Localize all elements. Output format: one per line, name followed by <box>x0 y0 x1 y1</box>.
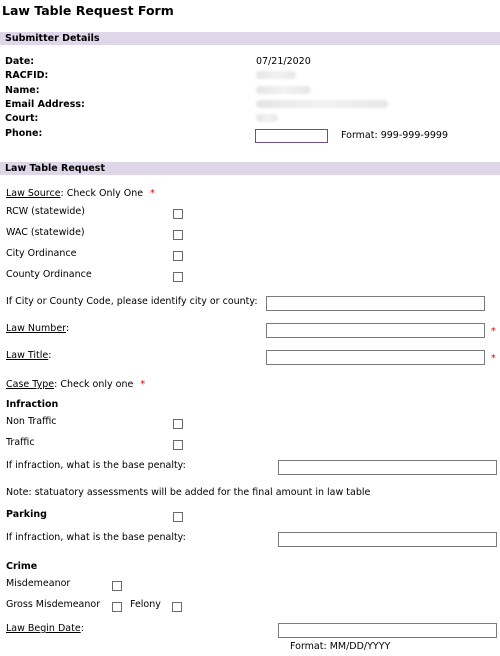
source-rcw-checkbox[interactable] <box>173 209 183 219</box>
colon: : <box>65 323 70 334</box>
law-title-input[interactable] <box>266 350 485 365</box>
law-source-row <box>6 188 155 199</box>
city-county-input[interactable] <box>266 296 485 311</box>
phone-label: Phone: <box>5 128 43 139</box>
required-marker: * <box>150 188 155 199</box>
case-type-label: Case Type <box>6 379 55 390</box>
request-section-title: Law Table Request <box>5 163 105 174</box>
law-number-input[interactable] <box>266 323 485 338</box>
source-wac-label: WAC (statewide) <box>6 227 85 238</box>
form-title: Law Table Request Form <box>2 3 174 18</box>
email-redacted <box>256 100 388 108</box>
misdemeanor-checkbox[interactable] <box>112 581 122 591</box>
felony-checkbox[interactable] <box>172 602 182 612</box>
racfid-redacted <box>256 71 296 79</box>
court-label: Court: <box>5 113 39 124</box>
misdemeanor-label: Misdemeanor <box>6 578 71 589</box>
law-number-row <box>6 323 69 334</box>
source-city-checkbox[interactable] <box>173 251 183 261</box>
phone-format-hint: Format: 999-999-9999 <box>341 130 448 141</box>
submitter-section-title: Submitter Details <box>5 33 100 44</box>
gross-misdemeanor-label: Gross Misdemeanor <box>6 599 101 610</box>
racfid-label: RACFID: <box>5 70 49 81</box>
law-title-required-marker: * <box>491 353 496 364</box>
request-section-header <box>0 162 500 175</box>
infraction-base-penalty-label: If infraction, what is the base penalty: <box>6 460 186 471</box>
law-title-label: Law Title <box>6 350 49 361</box>
begin-date-row <box>6 623 84 634</box>
begin-date-format-hint: Format: MM/DD/YYYY <box>290 641 391 652</box>
date-label: Date: <box>5 56 35 67</box>
gross-misdemeanor-checkbox[interactable] <box>112 602 122 612</box>
law-source-suffix: : Check Only One <box>60 188 144 199</box>
law-source-label: Law Source <box>6 188 61 199</box>
court-redacted <box>256 114 278 122</box>
parking-heading: Parking <box>6 509 47 520</box>
date-value: 07/21/2020 <box>256 56 311 67</box>
parking-base-penalty-input[interactable] <box>278 532 497 547</box>
infraction-heading: Infraction <box>6 399 59 410</box>
non-traffic-label: Non Traffic <box>6 416 57 427</box>
required-marker: * <box>140 379 146 390</box>
law-number-required-marker: * <box>491 326 496 337</box>
source-county-label: County Ordinance <box>6 269 92 280</box>
begin-date-label: Law Begin Date <box>6 623 81 634</box>
city-county-label: If City or County Code, please identify city or county: <box>6 296 258 307</box>
law-number-label: Law Number <box>6 323 66 334</box>
source-wac-checkbox[interactable] <box>173 230 183 240</box>
felony-label: Felony <box>130 599 161 610</box>
infraction-base-penalty-input[interactable] <box>278 460 497 475</box>
traffic-label: Traffic <box>6 437 35 448</box>
assessment-note: Note: statuatory assessments will be added for the final amount in law table <box>6 487 371 498</box>
case-type-row <box>6 379 145 390</box>
parking-checkbox[interactable] <box>173 512 183 522</box>
colon: : <box>48 350 52 361</box>
name-redacted <box>256 86 311 94</box>
case-type-suffix: : Check only one <box>54 379 134 390</box>
source-city-label: City Ordinance <box>6 248 77 259</box>
begin-date-input[interactable] <box>278 623 497 638</box>
email-label: Email Address: <box>5 99 85 110</box>
submitter-section-header <box>0 32 500 45</box>
traffic-checkbox[interactable] <box>173 440 183 450</box>
source-rcw-label: RCW (statewide) <box>6 206 85 217</box>
source-county-checkbox[interactable] <box>173 272 183 282</box>
non-traffic-checkbox[interactable] <box>173 419 183 429</box>
colon: : <box>80 623 84 634</box>
crime-heading: Crime <box>6 561 38 572</box>
name-label: Name: <box>5 85 40 96</box>
law-title-row <box>6 350 51 361</box>
parking-base-penalty-label: If infraction, what is the base penalty: <box>6 532 186 543</box>
phone-input[interactable] <box>255 129 328 143</box>
